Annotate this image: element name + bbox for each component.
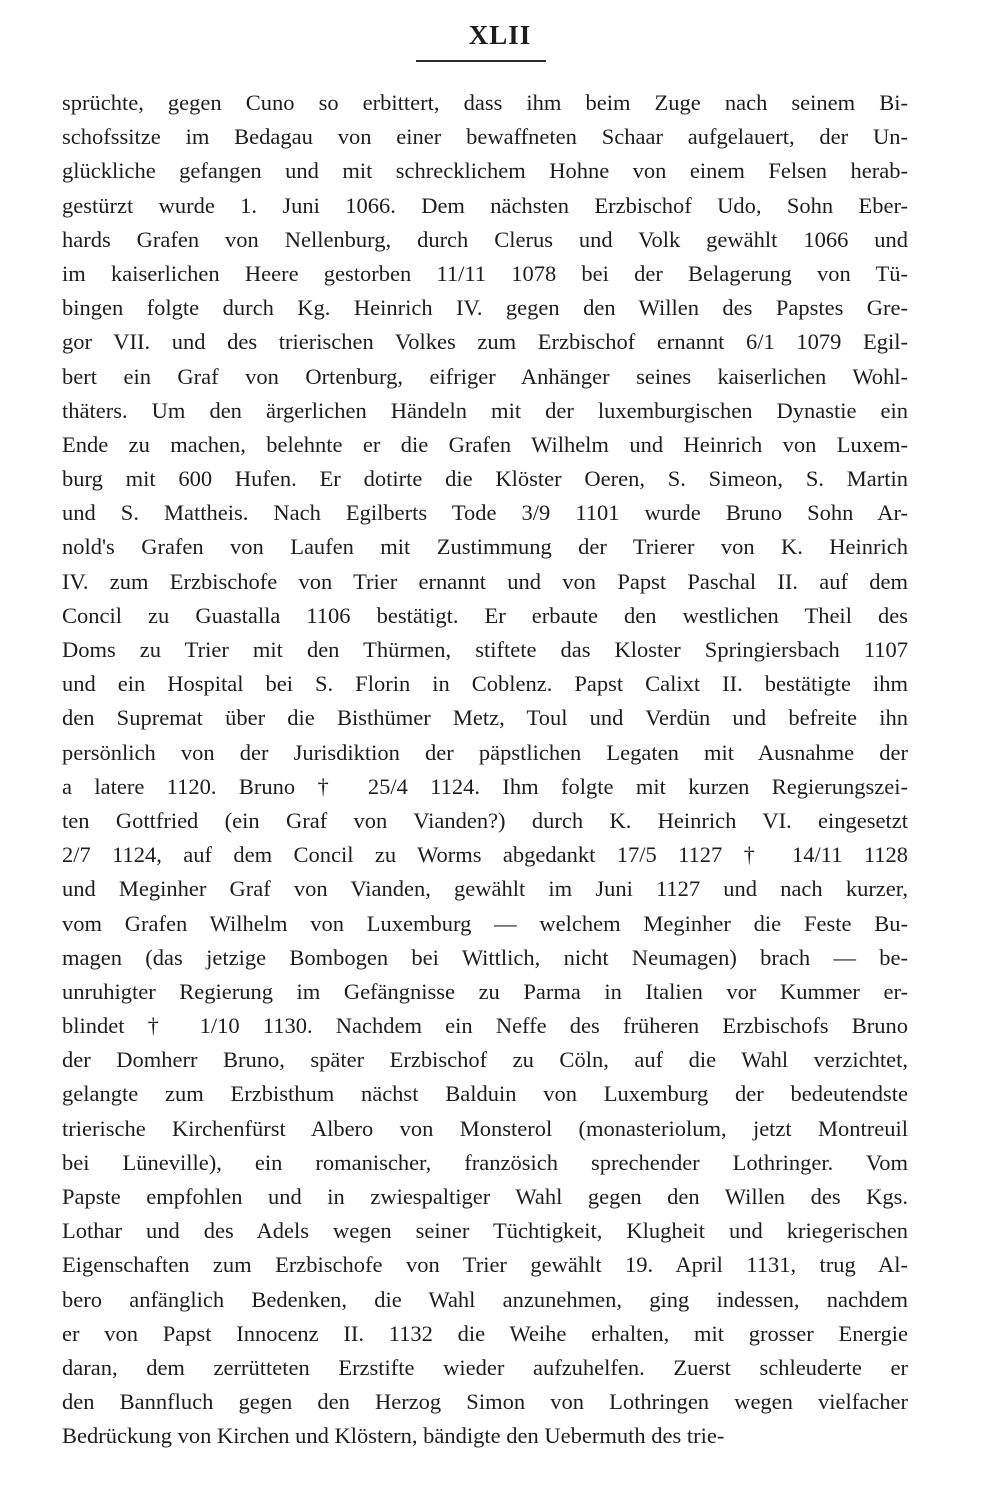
text-line: er von Papst Innocenz II. 1132 die Weihe erhalten, mit grosser Energie (62, 1320, 908, 1346)
text-line: Lothar und des Adels wegen seiner Tüchtigkeit, Klugheit und kriegerischen (62, 1218, 908, 1244)
text-line: vom Grafen Wilhelm von Luxemburg — welchem Meginher die Feste Bu- (62, 910, 908, 936)
text-line: bei Lüneville), ein romanischer, französich sprechender Lothringer. Vom (62, 1149, 908, 1175)
text-line: und ein Hospital bei S. Florin in Coblenz. Papst Calixt II. bestätigte ihm (62, 671, 908, 697)
text-line: und S. Mattheis. Nach Egilberts Tode 3/9 1101 wurde Bruno Sohn Ar- (62, 500, 908, 526)
text-line: unruhigter Regierung im Gefängnisse zu Parma in Italien vor Kummer er- (62, 978, 908, 1004)
text-line: schofssitze im Bedagau von einer bewaffneten Schaar aufgelauert, der Un- (62, 124, 908, 150)
text-line: a latere 1120. Bruno † 25/4 1124. Ihm folgte mit kurzen Regierungszei- (62, 773, 908, 799)
text-line: gestürzt wurde 1. Juni 1066. Dem nächsten Erzbischof Udo, Sohn Eber- (62, 192, 908, 218)
body-text (62, 86, 908, 1454)
text-line: Eigenschaften zum Erzbischofe von Trier gewählt 19. April 1131, trug Al- (62, 1252, 908, 1278)
text-line: daran, dem zerrütteten Erzstifte wieder aufzuhelfen. Zuerst schleuderte er (62, 1354, 908, 1380)
page-number: XLII (468, 20, 532, 50)
text-line: ten Gottfried (ein Graf von Vianden?) durch K. Heinrich VI. eingesetzt (62, 807, 908, 833)
text-line: gor VII. und des trierischen Volkes zum Erzbischof ernannt 6/1 1079 Egil- (62, 329, 908, 355)
page-header (0, 18, 1000, 52)
text-line: der Domherr Bruno, später Erzbischof zu Cöln, auf die Wahl verzichtet, (62, 1047, 908, 1073)
text-line: hards Grafen von Nellenburg, durch Clerus und Volk gewählt 1066 und (62, 226, 908, 252)
text-line: und Meginher Graf von Vianden, gewählt im Juni 1127 und nach kurzer, (62, 876, 908, 902)
text-line: sprüchte, gegen Cuno so erbittert, dass ihm beim Zuge nach seinem Bi- (62, 90, 908, 115)
text-line: Concil zu Guastalla 1106 bestätigt. Er erbaute den westlichen Theil des (62, 602, 908, 628)
text-line: Ende zu machen, belehnte er die Grafen Wilhelm und Heinrich von Luxem- (62, 431, 908, 457)
text-line: bert ein Graf von Ortenburg, eifriger Anhänger seines kaiserlichen Wohl- (62, 363, 908, 389)
header-rule (416, 60, 546, 62)
text-line: glückliche gefangen und mit schrecklichem Hohne von einem Felsen herab- (62, 158, 908, 184)
text-line: burg mit 600 Hufen. Er dotirte die Klöster Oeren, S. Simeon, S. Martin (62, 466, 908, 492)
text-line: den Bannfluch gegen den Herzog Simon von Lothringen wegen vielfacher (62, 1389, 908, 1415)
text-line: blindet † 1/10 1130. Nachdem ein Neffe des früheren Erzbischofs Bruno (62, 1013, 908, 1039)
text-line: bingen folgte durch Kg. Heinrich IV. gegen den Willen des Papstes Gre- (62, 295, 908, 321)
text-line: Bedrückung von Kirchen und Klöstern, bändigte den Uebermuth des trie- (62, 1423, 725, 1449)
text-line: IV. zum Erzbischofe von Trier ernannt und von Papst Paschal II. auf dem (62, 568, 908, 594)
text-line: 2/7 1124, auf dem Concil zu Worms abgedankt 17/5 1127 † 14/11 1128 (62, 842, 908, 868)
text-line: gelangte zum Erzbisthum nächst Balduin von Luxemburg der bedeutendste (62, 1081, 908, 1107)
text-line: thäters. Um den ärgerlichen Händeln mit der luxemburgischen Dynastie ein (62, 397, 908, 423)
text-line: Papste empfohlen und in zwiespaltiger Wahl gegen den Willen des Kgs. (62, 1184, 908, 1209)
text-line: magen (das jetzige Bombogen bei Wittlich, nicht Neumagen) brach — be- (62, 944, 908, 970)
text-line: den Supremat über die Bisthümer Metz, Toul und Verdün und befreite ihn (62, 705, 908, 731)
text-line: nold's Grafen von Laufen mit Zustimmung der Trierer von K. Heinrich (62, 534, 908, 560)
text-line: persönlich von der Jurisdiktion der päpstlichen Legaten mit Ausnahme der (62, 739, 908, 765)
text-line: im kaiserlichen Heere gestorben 11/11 1078 bei der Belagerung von Tü- (62, 260, 908, 286)
text-line: bero anfänglich Bedenken, die Wahl anzunehmen, ging indessen, nachdem (62, 1286, 908, 1312)
text-line: Doms zu Trier mit den Thürmen, stiftete das Kloster Springiersbach 1107 (62, 637, 908, 662)
text-line: trierische Kirchenfürst Albero von Monsterol (monasteriolum, jetzt Montreuil (62, 1115, 908, 1141)
